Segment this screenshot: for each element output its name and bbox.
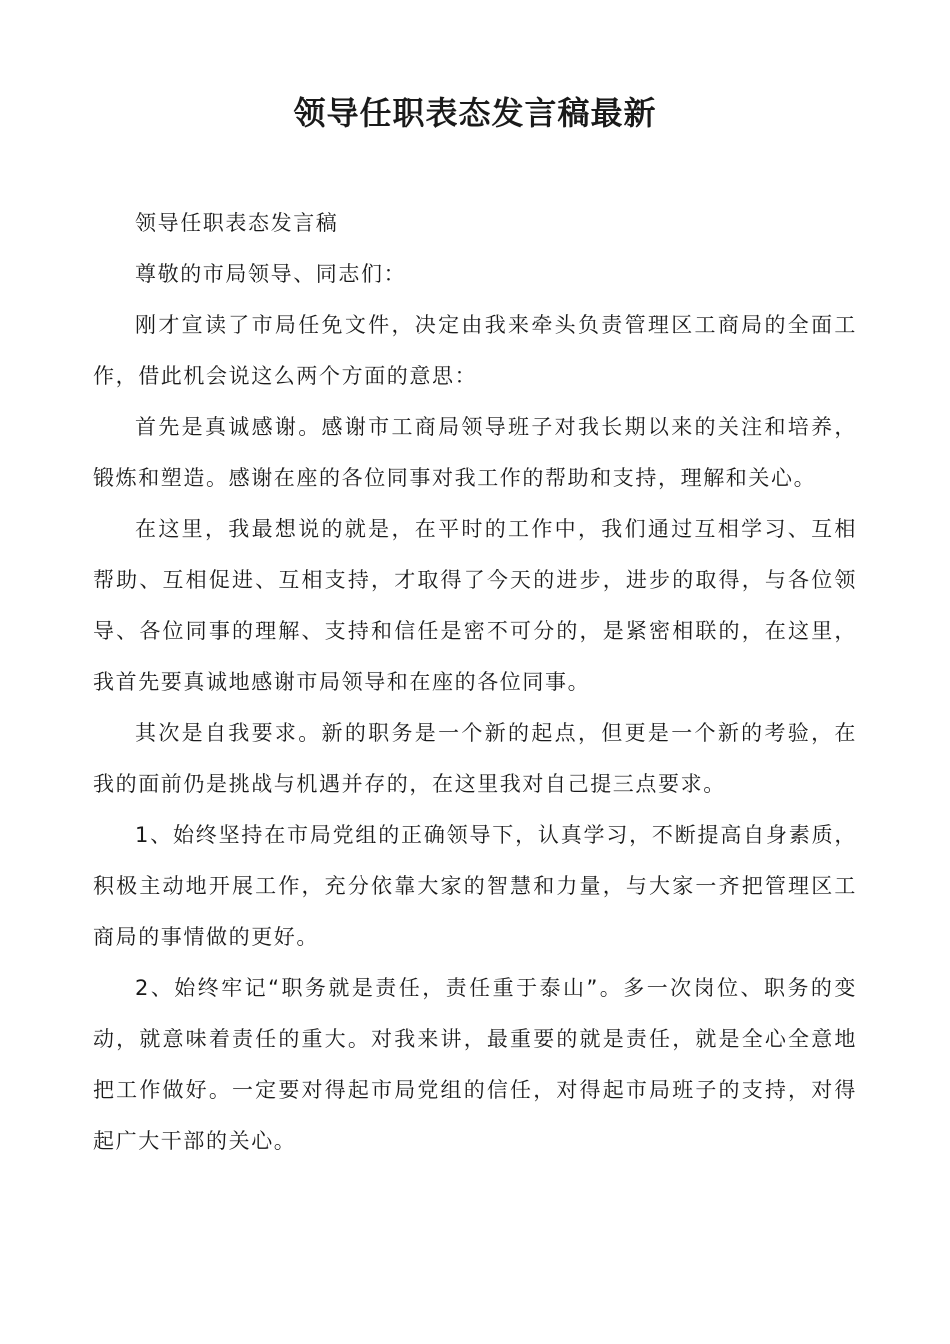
paragraph-requirement-2: 2、始终牢记“职务就是责任，责任重于泰山”。多一次岗位、职务的变动，就意味着责任的重大。对我来讲，最重要的就是责任，就是全心全意地把工作做好。一定要对得起市局党组的信任，对得起市局班子的支持，对得起广大干部的关心。 [93,976,857,1153]
paragraph-thanks-detail: 在这里，我最想说的就是，在平时的工作中，我们通过互相学习、互相帮助、互相促进、互相支持，才取得了今天的进步，进步的取得，与各位领导、各位同事的理解、支持和信任是密不可分的，是紧密相联的，在这里，我首先要真诚地感谢市局领导和在座的各位同事。 [93,517,857,694]
document-title: 领导任职表态发言稿最新 [293,94,657,132]
paragraph-salutation: 尊敬的市局领导、同志们： [135,262,407,286]
paragraph-intro: 刚才宣读了市局任免文件，决定由我来牵头负责管理区工商局的全面工作，借此机会说这么两个方面的意思： [93,313,857,388]
document-body [93,198,857,1167]
paragraph-subtitle: 领导任职表态发言稿 [135,211,339,235]
paragraph-requirement-1: 1、始终坚持在市局党组的正确领导下，认真学习，不断提高自身素质，积极主动地开展工作，充分依靠大家的智慧和力量，与大家一齐把管理区工商局的事情做的更好。 [93,823,857,949]
paragraph-self-requirements: 其次是自我要求。新的职务是一个新的起点，但更是一个新的考验，在我的面前仍是挑战与机遇并存的，在这里我对自己提三点要求。 [93,721,857,796]
paragraph-gratitude: 首先是真诚感谢。感谢市工商局领导班子对我长期以来的关注和培养，锻炼和塑造。感谢在座的各位同事对我工作的帮助和支持，理解和关心。 [93,415,857,490]
